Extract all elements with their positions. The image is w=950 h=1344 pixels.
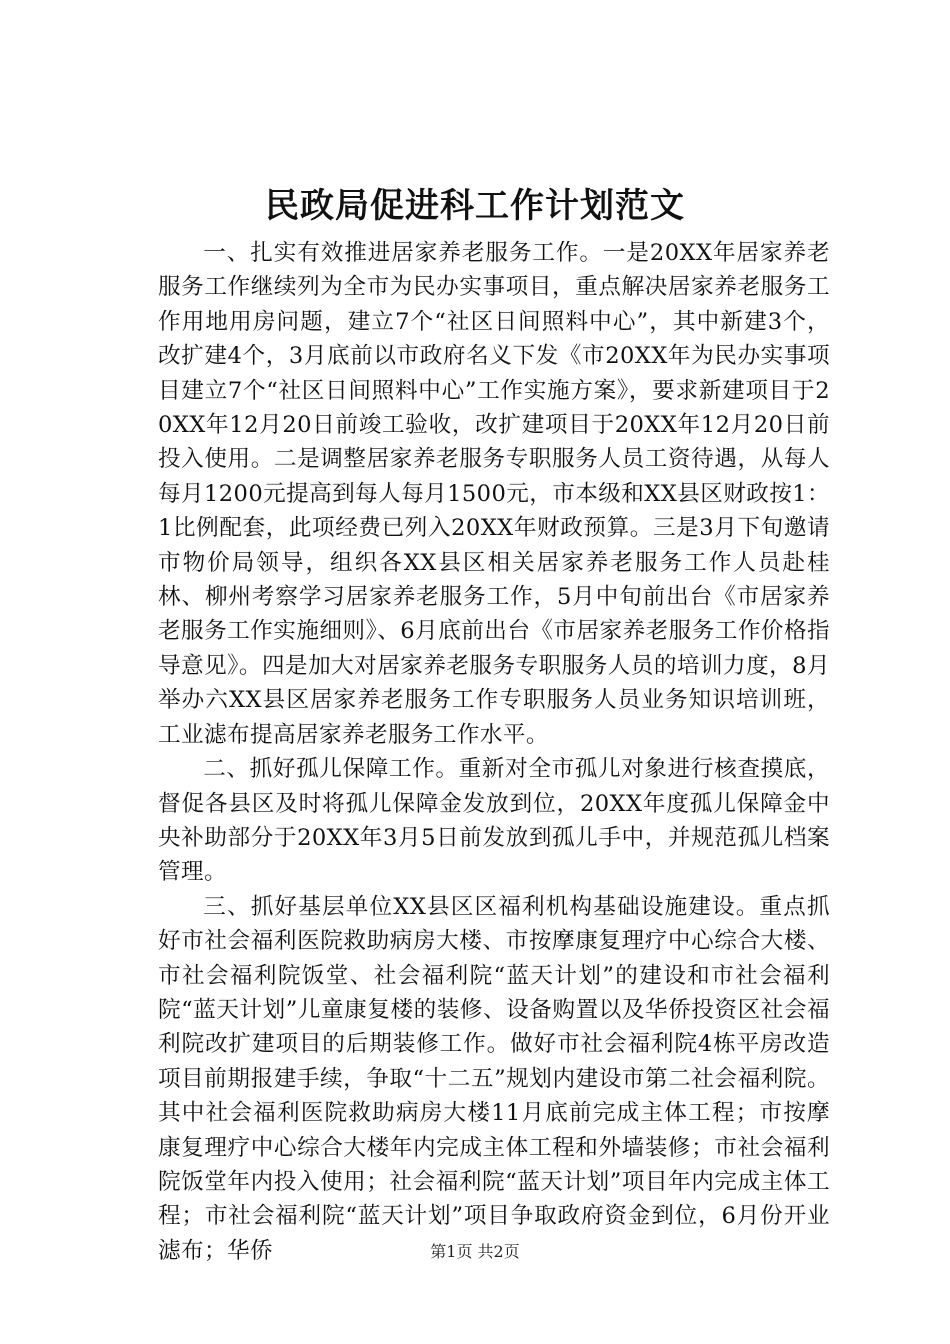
document-title: 民政局促进科工作计划范文 (265, 186, 685, 226)
document-body (158, 236, 830, 1268)
paragraph-3: 三、抓好基层单位XX县区区福利机构基础设施建设。重点抓好市社会福利医院救助病房大楼、市按摩康复理疗中心综合大楼、市社会福利院饭堂、社会福利院“蓝天计划”的建设和市社会福利院“蓝天计划”儿童康复楼的装修、设备购置以及华侨投资区社会福利院改扩建项目的后期装修工作。做好市社会福利院4栋平房改造项目前期报建手续，争取“十二五”规划内建设市第二社会福利院。其中社会福利医院救助病房大楼11月底前完成主体工程；市按摩康复理疗中心综合大楼年内完成主体工程和外墙装修；市社会福利院饭堂年内投入使用；社会福利院“蓝天计划”项目年内完成主体工程；市社会福利院“蓝天计划”项目争取政府资金到位，6月份开业滤布；华侨 (158, 893, 830, 1264)
paragraph-2: 二、抓好孤儿保障工作。重新对全市孤儿对象进行核查摸底，督促各县区及时将孤儿保障金发放到位，20XX年度孤儿保障金中央补助部分于20XX年3月5日前发放到孤儿手中，并规范孤儿档案管理。 (158, 756, 830, 886)
page-number-footer: 第1页 共2页 (430, 1242, 520, 1261)
paragraph-1: 一、扎实有效推进居家养老服务工作。一是20XX年居家养老服务工作继续列为全市为民办实事项目，重点解决居家养老服务工作用地用房问题，建立7个“社区日间照料中心”，其中新建3个，改扩建4个，3月底前以市政府名义下发《市20XX年为民办实事项目建立7个“社区日间照料中心”工作实施方案》，要求新建项目于20XX年12月20日前竣工验收，改扩建项目于20XX年12月20日前投入使用。二是调整居家养老服务专职服务人员工资待遇，从每人每月1200元提高到每人每月1500元，市本级和XX县区财政按1：1比例配套，此项经费已列入20XX年财政预算。三是3月下旬邀请市物价局领导，组织各XX县区相关居家养老服务工作人员赴桂林、柳州考察学习居家养老服务工作，5月中旬前出台《市居家养老服务工作实施细则》、6月底前出台《市居家养老服务工作价格指导意见》。四是加大对居家养老服务专职服务人员的培训力度，8月举办六XX县区居家养老服务工作专职服务人员业务知识培训班，工业滤布提高居家养老服务工作水平。 (158, 240, 830, 748)
